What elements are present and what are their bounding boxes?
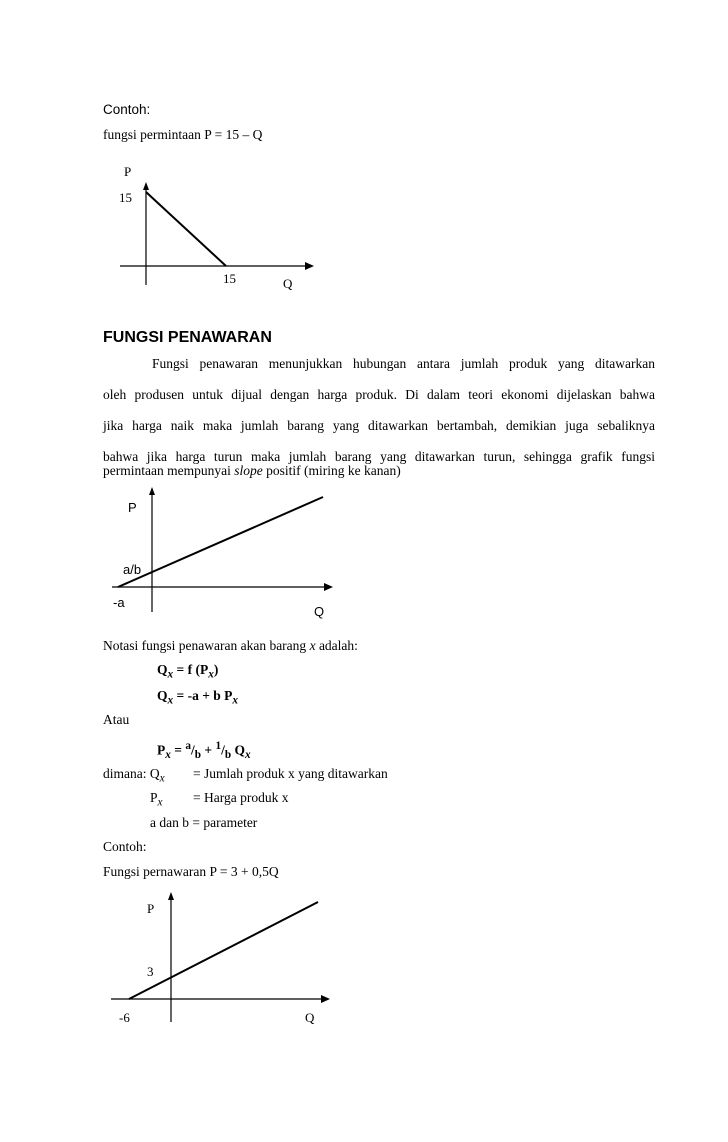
chart1-x-tick: 15 [223, 271, 236, 286]
equation-2: $Q_x = -a + b$ $P_x$ [157, 688, 239, 707]
chart3-q-label: Q [305, 1010, 315, 1025]
chart2-q-label: Q [314, 604, 325, 619]
equation-3: $P_x = ^a/_b + ^1/_b$ $Q_x$ [157, 740, 251, 762]
definition-q-term: dimana: $Q_x$ [103, 766, 165, 785]
chart3-supply-line [129, 902, 318, 999]
chart2-x-intercept: -a [113, 595, 125, 610]
definition-p-text: = Harga produk x [193, 790, 289, 805]
equation-1: $Q_x = f$ $(P_x)$ [157, 662, 219, 681]
para-line-2: oleh produsen untuk dijual dengan harga produk. Di dalam teori ekonomi dijelaskan bahwa [103, 387, 655, 402]
para-line-3: jika harga naik maka jumlah barang yang ditawarkan bertambah, demikian juga sebaliknya [103, 418, 655, 433]
chart3-intercept: 3 [147, 964, 154, 979]
example1-label: Contoh: [103, 102, 151, 117]
chart2-intercept: a/b [123, 562, 142, 577]
chart3-y-arrow [168, 892, 174, 900]
example1-function: fungsi permintaan P = 15 – Q [103, 127, 263, 142]
definition-p-term: $P_x$ [150, 790, 163, 809]
para-line-1: Fungsi penawaran menunjukkan hubungan antara jumlah produk yang ditawarkan [152, 356, 655, 371]
chart2-p-label: P [128, 500, 137, 515]
atau-label: Atau [103, 712, 130, 727]
chart3-x-arrow [321, 995, 330, 1003]
para-line-4: bahwa jika harga turun maka jumlah barang yang ditawarkan turun, sehingga grafik fungsi [103, 449, 655, 464]
chart1-y-tick: 15 [119, 190, 132, 205]
para-line-5: permintaan mempunyai slope positif (miring ke kanan) [103, 463, 401, 478]
chart3-p-label: P [147, 901, 155, 916]
chart1-p-label: P [124, 164, 132, 179]
section-heading: FUNGSI PENAWARAN [103, 329, 272, 346]
example2-function: Fungsi pernawaran P = 3 + 0,5Q [103, 864, 279, 879]
example2-label: Contoh: [103, 839, 147, 854]
chart1-q-label: Q [283, 276, 293, 291]
definition-parameter: a dan b = parameter [150, 815, 258, 830]
definition-q-text: = Jumlah produk x yang ditawarkan [193, 766, 388, 781]
chart3-x-intercept: -6 [119, 1010, 130, 1025]
notation-intro: Notasi fungsi penawaran akan barang x adalah: [103, 638, 358, 653]
